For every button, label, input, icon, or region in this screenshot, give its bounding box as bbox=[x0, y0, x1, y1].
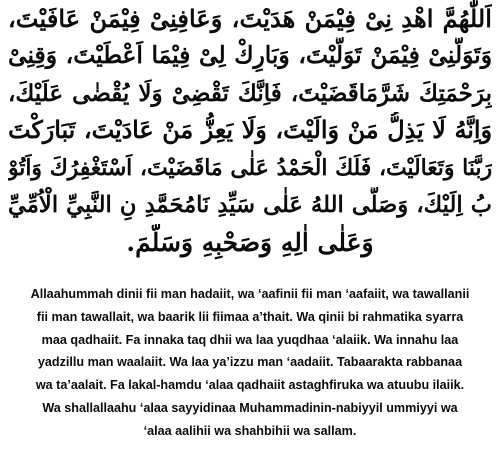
arabic-line-2: وَتَوَلَّنِىْ فِيْمَنْ تَوَلَّيْتَ، وَبَارِكْ لِىْ فِيْمَا اَعْطَيْتَ، وَقِنِىْ bbox=[8, 41, 492, 70]
arabic-line-1: اَللّٰهُمَّ اهْدِ نِىْ فِيْمَنْ هَدَيْتَ، وَعَافِنِىْ فِيْمَنْ عَافَيْتَ، bbox=[8, 4, 492, 33]
transliteration-line-4: yadzillu man waalaiit. Wa laa ya’izzu man ‘aadaiit. Tabaarakta rabbanaa bbox=[37, 355, 463, 370]
transliteration-line-7: ‘alaa aalihii wa shahbihii wa sallam. bbox=[143, 423, 357, 438]
transliteration-text bbox=[8, 283, 492, 443]
transliteration-line-5: wa ta’aalait. Fa lakal-hamdu ‘alaa qadhaiit astaghfiruka wa atuubu ilaiik. bbox=[35, 378, 465, 393]
transliteration-line-3: maa qadhaiit. Fa innaka taq dhii wa laa yuqdhaa ‘alaiik. Wa innahu laa bbox=[41, 332, 459, 347]
arabic-prayer-text bbox=[8, 0, 492, 262]
arabic-line-5: رَبَّنَا وَتَعَالَيْتَ، فَلَكَ الْحَمْدُ عَلٰى مَاقَضَيْتَ، اَسْتَغْفِرُكَ وَاَتُوْ bbox=[8, 155, 492, 181]
arabic-line-3: بِرَحْمَتِكَ شَرَّمَاقَضَيْتَ، فَاِنَّكَ تَقْضِىْ وَلَا يُقْضٰى عَلَيْكَ، bbox=[8, 79, 492, 107]
arabic-line-4: وَاِنَّهُ لَا يَذِلُّ مَنْ وَالَيْتَ، وَلَا يَعِزُّ مَنْ عَادَيْتَ، تَبَارَكْتَ bbox=[8, 116, 492, 145]
arabic-line-7: وَعَلٰى اٰلِهِ وَصَحْبِهِ وَسَلَّمَ. bbox=[126, 228, 374, 258]
transliteration-line-2: fii man tawallait, wa baarik lii fiimaa a’thait. Wa qinii bi rahmatika syarra bbox=[36, 309, 464, 324]
arabic-line-6: بُ اِلَيْكَ، وَصَلَّى اللهُ عَلٰى سَيِّدِ نَامُحَمَّدِ نِ النَّبِيِّ الْاُمِّيِّ bbox=[8, 191, 492, 218]
transliteration-line-1: Allaahummah dinii fii man hadaiit, wa ‘aafinii fii man ‘aafaiit, wa tawallanii bbox=[30, 287, 470, 301]
transliteration-line-6: Wa shallallaahu ‘alaa sayyidinaa Muhammadinin-nabiyyil ummiyyi wa bbox=[42, 400, 458, 415]
